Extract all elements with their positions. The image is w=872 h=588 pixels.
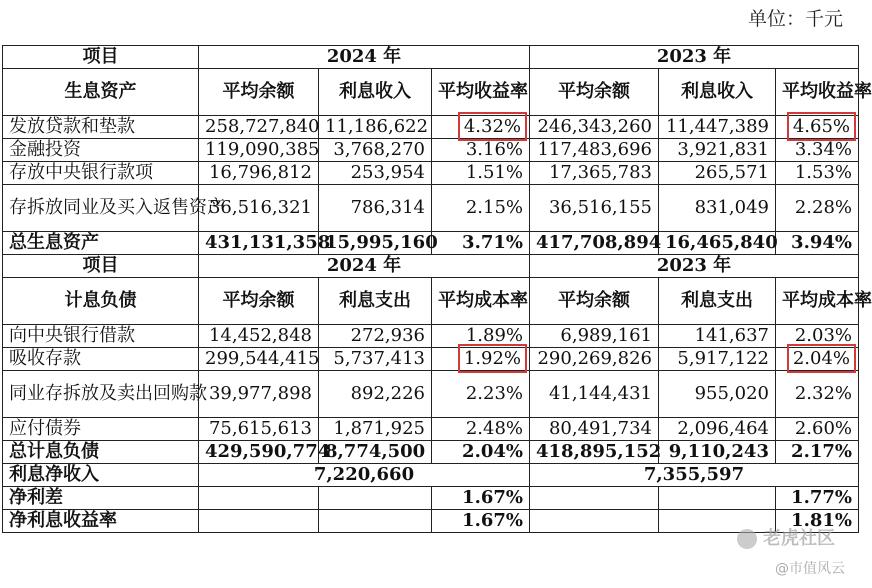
cell: 3,768,270 [319,139,432,162]
empty-cell [319,487,432,510]
cell: 75,615,613 [199,418,319,441]
liability-avg-balance-2023: 平均余额 [530,278,659,325]
cell: 7,355,597 [530,464,859,487]
table-row [3,348,859,371]
asset-avg-balance-2023: 平均余额 [530,69,659,116]
cell: 429,590,774 [199,441,319,464]
watermark [737,524,835,550]
asset-item-header: 项目 [3,46,199,69]
empty-cell [530,487,659,510]
highlighted-value: 1.92% [463,348,521,369]
asset-rate-2024: 平均收益率 [432,69,530,116]
row-label: 同业存拆放及卖出回购款 [3,371,199,418]
cell: 16,465,840 [659,232,776,255]
liability-rate-2024: 平均成本率 [432,278,530,325]
empty-cell [319,510,432,533]
empty-cell [199,487,319,510]
asset-interest-2024: 利息收入 [319,69,432,116]
table-row [3,162,859,185]
asset-rate-2023: 平均收益率 [776,69,859,116]
row-label: 应付债券 [3,418,199,441]
liability-rate-2023: 平均成本率 [776,278,859,325]
cell: 80,491,734 [530,418,659,441]
cell: 5,737,413 [319,348,432,371]
highlighted-value: 4.65% [792,116,850,137]
asset-interest-2023: 利息收入 [659,69,776,116]
net-interest-margin-row [3,510,859,533]
cell: 2.04% [432,441,530,464]
cell: 8,774,500 [319,441,432,464]
cell: 1,871,925 [319,418,432,441]
row-label: 存拆放同业及买入返售资产 [3,185,199,232]
cell: 2.60% [776,418,859,441]
total-row [3,441,859,464]
cell: 417,708,894 [530,232,659,255]
row-label: 吸收存款 [3,348,199,371]
cell: 1.81% [776,510,859,533]
cell: 265,571 [659,162,776,185]
table-row [3,371,859,418]
row-label: 总生息资产 [3,232,199,255]
cell: 41,144,431 [530,371,659,418]
cell: 831,049 [659,185,776,232]
cell: 1.77% [776,487,859,510]
cell: 3,921,831 [659,139,776,162]
cell: 15,995,160 [319,232,432,255]
cell: 36,516,321 [199,185,319,232]
cell: 9,110,243 [659,441,776,464]
row-label: 净利息收益率 [3,510,199,533]
cell: 786,314 [319,185,432,232]
cell: 431,131,358 [199,232,319,255]
cell: 258,727,840 [199,116,319,139]
cell: 6,989,161 [530,325,659,348]
cell: 17,365,783 [530,162,659,185]
watermark-sub: @市值风云 [775,561,845,577]
cell: 117,483,696 [530,139,659,162]
net-spread-row [3,487,859,510]
cell: 2.28% [776,185,859,232]
watermark-brand: 老虎社区 [763,528,835,549]
asset-year-2024: 2024 年 [199,46,530,69]
cell: 290,269,826 [530,348,659,371]
row-label: 存放中央银行款项 [3,162,199,185]
cell: 299,544,415 [199,348,319,371]
asset-avg-balance-2024: 平均余额 [199,69,319,116]
liability-header-row-2 [3,278,859,325]
highlighted-cell [776,116,859,139]
cell: 39,977,898 [199,371,319,418]
cell: 1.51% [432,162,530,185]
liability-header-row-1 [3,255,859,278]
cell: 1.67% [432,510,530,533]
cell: 7,220,660 [199,464,530,487]
net-interest-income-row [3,464,859,487]
liability-category-header: 计息负债 [3,278,199,325]
table-row [3,418,859,441]
asset-category-header: 生息资产 [3,69,199,116]
cell: 3.94% [776,232,859,255]
interest-table [2,45,872,533]
cell: 955,020 [659,371,776,418]
cell: 36,516,155 [530,185,659,232]
highlighted-cell [776,348,859,371]
liability-year-2023: 2023 年 [530,255,859,278]
table-row [3,325,859,348]
row-label: 发放贷款和垫款 [3,116,199,139]
asset-year-2023: 2023 年 [530,46,859,69]
cell: 418,895,152 [530,441,659,464]
cell: 119,090,385 [199,139,319,162]
cell: 2.17% [776,441,859,464]
row-label: 净利差 [3,487,199,510]
cell: 1.89% [432,325,530,348]
cell: 246,343,260 [530,116,659,139]
cell: 16,796,812 [199,162,319,185]
cell: 2.32% [776,371,859,418]
highlighted-value: 2.04% [792,348,850,369]
row-label: 向中央银行借款 [3,325,199,348]
cell: 3.34% [776,139,859,162]
asset-header-row-2 [3,69,859,116]
cell: 892,226 [319,371,432,418]
unit-label: 单位：千元 [747,8,843,30]
cell: 2.03% [776,325,859,348]
row-label: 总计息负债 [3,441,199,464]
liability-item-header: 项目 [3,255,199,278]
row-label: 利息净收入 [3,464,199,487]
cell: 1.53% [776,162,859,185]
highlighted-cell [432,116,530,139]
cell: 14,452,848 [199,325,319,348]
cell: 1.67% [432,487,530,510]
cell: 2.48% [432,418,530,441]
cell: 2,096,464 [659,418,776,441]
table-row [3,185,859,232]
cell: 272,936 [319,325,432,348]
highlighted-value: 4.32% [463,116,521,137]
highlighted-cell [432,348,530,371]
cell: 3.71% [432,232,530,255]
cell: 5,917,122 [659,348,776,371]
cell: 253,954 [319,162,432,185]
cell: 11,447,389 [659,116,776,139]
cell: 2.23% [432,371,530,418]
liability-avg-balance-2024: 平均余额 [199,278,319,325]
table-row [3,116,859,139]
asset-header-row-1 [3,46,859,69]
empty-cell [199,510,319,533]
cell: 2.15% [432,185,530,232]
empty-cell [530,510,659,533]
cell: 141,637 [659,325,776,348]
table-row [3,139,859,162]
total-row [3,232,859,255]
liability-interest-2023: 利息支出 [659,278,776,325]
liability-interest-2024: 利息支出 [319,278,432,325]
cell: 3.16% [432,139,530,162]
empty-cell [659,487,776,510]
liability-year-2024: 2024 年 [199,255,530,278]
cell: 11,186,622 [319,116,432,139]
row-label: 金融投资 [3,139,199,162]
tiger-logo-icon [737,529,757,549]
